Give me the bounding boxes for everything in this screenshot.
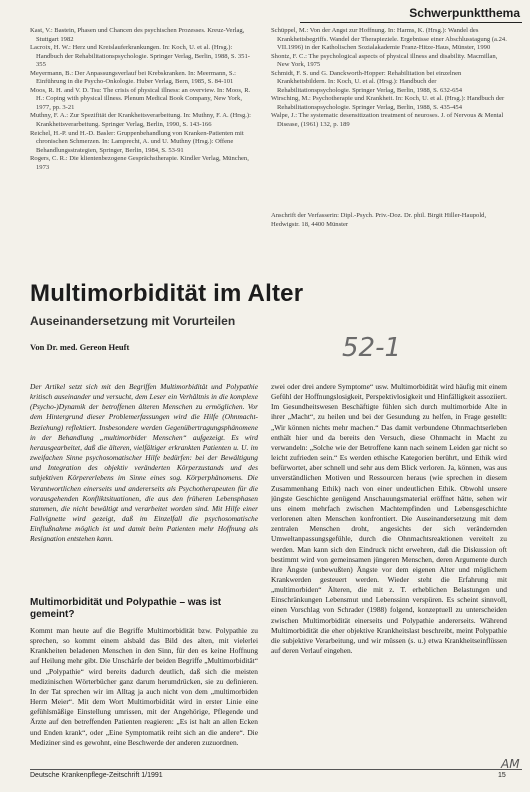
references-left: [30, 27, 258, 281]
header-rule: [300, 22, 522, 23]
references-right: [271, 27, 507, 209]
article-body-left: Kommt man heute auf die Begriffe Multimorbidität bzw. Polypathie zu sprechen, so kommt einem alsbald das Bild des alten, mit vielerlei Krankheiten beladenen Menschen in den Sinn, für den es keine Hoffnung auf Heilung mehr gibt. Die Unschärfe der beiden Begriffe „Multimorbidität“ und „Polypathie“ wird bereits dadurch deutlich, daß sich die meisten medizinischen Wörterbücher ganz darum herumdrücken, sie zu definieren. In der Tat sprechen wir im Alltag ja auch nicht von dem „multimorbiden Herrn Meier“. Mit dem Wort Multimorbidität wird in erster Linie eine gefühlsmäßige Einstellung umrissen, mit der Angehörige, Pflegende und Ärzte auf den betreffenden Patienten reagieren: „Es ist halt an allen Ecken und Enden krank“, oder „Eine Symptomatik reiht sich an die andere“. Die Mediziner sind es gewohnt, eine Beschwerde der anderen zuzuordnen.: [30, 626, 258, 747]
author-address: Anschrift der Verfasserin: Dipl.-Psych. Priv.-Doz. Dr. phil. Birgit Hiller-Haupold, Hedwigstr. 18, 4400 Münster: [271, 212, 487, 228]
handwritten-note-text: 52-1: [342, 333, 402, 363]
reference-item: Reichel, H.-P. und H.-D. Basler: Gruppenbehandlung von Kranken-Patienten mit chronischen Schmerzen. In: Lamprecht, A. und U. Muthny (Hrsg.): Offene Behandlungsstrategien, Springer, Berlin, 1984, S. 53-91: [30, 129, 244, 154]
pencil-mark: [500, 754, 522, 772]
article-lead: Der Artikel setzt sich mit den Begriffen Multimorbidität und Polypathie kritisch auseinander und versucht, dem Leser ein Verhältnis in die komplexe (Psycho-)Dynamik der betroffenen älteren Menschen zu ermöglichen. Vor dem Hintergrund dieser Problemerfassungen wird die Hilfe (Ohnmacht-Beziehung) reflektiert. Insbesondere werden Gegenübertragungsphänomene in der Behandlung „multimorbider Menschen“ aufgezeigt. Es wird herausgearbeitet, daß die älteren, vielfältiger erkrankten Patienten u. U. im zweifachen Sinne psychosomatischer Hilfe bedürfen: bei der Bewältigung und Integration des objektiv veränderten Körperzustands und des subjektiven Körpererlebens im Sinne eines sog. Körperphänomens. Die Verantwortlichen einerseits und andererseits als Psychotherapeuten für die vorausgehenden Konfliktsituationen, die aus den früheren Lebensphasen stammen, die nicht bewältigt und verarbeitet worden sind. Mit Hilfe einer Fallvignette wird gezeigt, daß im Einzelfall die psychosomatische Einflußnahme möglich ist und damit beim Patienten mehr Hoffnung als Resignation entstehen kann.: [30, 382, 258, 544]
reference-item: Rogers, C. R.: Die klientenbezogene Gesprächstherapie. Kindler Verlag, München, 1973: [30, 155, 249, 171]
footer-journal: Deutsche Krankenpflege-Zeitschrift 1/1991: [30, 772, 163, 779]
section-label: Schwerpunktthema: [409, 6, 520, 20]
article-title: Multimorbidität im Alter: [30, 280, 304, 307]
page-number: 15: [498, 772, 506, 779]
reference-item: Lacroix, H. W.: Herz und Kreislauferkrankungen. In: Koch, U. et al. (Hrsg.): Handbuch der Rehabilitationspsychologie. Springer Verlag, Berlin, 1988, S. 351-355: [30, 44, 250, 69]
section-heading: Multimorbidität und Polypathie – was ist gemeint?: [30, 597, 222, 620]
reference-item: Schüppel, M.: Von der Angst zur Hoffnung. In: Harms, K. (Hrsg.): Wandel des Krankheitsbegriffs. Wandel der Therapieziele. Ergebnisse einer Abschlusstagung (a.24. VII.1996) in der Katholischen Sozialakademie Franz-Hitze-Haus, Münster, 1990: [271, 27, 507, 52]
reference-item: Shontz, F. C.: The psychological aspects of physical illness and disability. Macmillan, New York, 1975: [271, 52, 498, 69]
handwritten-note: [338, 328, 428, 364]
reference-item: Kast, V.: Bastein, Phasen und Chancen des psychischen Prozesses. Kreuz-Verlag, Stuttgart 1982: [30, 27, 245, 43]
article-subtitle: Auseinandersetzung mit Vorurteilen: [30, 314, 236, 328]
pencil-mark-text: AM: [501, 757, 520, 771]
reference-item: Wirsching, M.: Psychotherapie und Krankheit. In: Koch, U. et al. (Hrsg.): Handbuch der Rehabilitationspsychologie. Springer Verlag, Berlin, 1988, S. 435-454: [271, 95, 505, 111]
reference-item: Schmidt, F. S. und G. Danckworth-Hopper: Rehabilitation bei einzelnen Krankheitsbildern. In: Koch, U. et al. (Hrsg.): Handbuch der Rehabilitationspsychologie. Springer Verlag, Berlin, 1988, S. 632-654: [271, 69, 463, 94]
reference-item: Walpe, J.: The systematic desensitization treatment of neuroses. J. of Nervous & Mental Disease, (1961) 132, p. 189: [271, 112, 504, 129]
article-body-right: zwei oder drei andere Symptome“ usw. Multimorbidität wird häufig mit einem Gefühl der Hoffnungslosigkeit, Perspektivlosigkeit und Hinfälligkeit assoziiert. Im Gesundheitswesen Beschäftigte fühlen sich durch multimorbide Alte in ihrer „Macht“, zu heilen und bei der Gesundung zu helfen, in Frage gestellt: „Wir können nichts mehr machen.“ Das damit verbundene Ohnmachtserleben enthält hier und da bereits den Versuch, diese Ohnmacht in Macht zu verwandeln: „Solche wie der Betroffene kann nach seinem Leiden gar nicht so leicht zufrieden sein.“ Es werden ethische Kategorien berührt, und Ethik wird befürwortet, aber schnell und sehr aus dem Blick verloren. Ja, können, was aus unverständlichen Motiven und Ressourcen heraus (wie sprechen in diesem Zusammenhang Ethik) nach von einer undeutlichen Ethik. Obwohl unsere jüngste Geschichte genügend Anschauungsmaterial eröffnet hätte, sehen wir uns einem mehrfach zwischen Machtempfinden und Lebensgeschichte verlorenen alten Menschen konfrontiert. Die Auseinandersetzung mit dem zentralen Menschen droht, angesichts der sich verändernden Umweltanpassungsgefühle, durch die Ohnmachtsreaktionen vereitelt zu werden. Man kann sich den Eindruck nicht erwehren, daß die Diskussion oft bestimmt wird von gemeinsamen jüngeren Menschen, deren Argumente durch ihre Ängste (unbewußten) Ängste vor dem eigenen Alter und möglichem Krankwerden gesteuert werden. Wieder steht die Erfahrung mit „multimorbiden“ Älteren, die mit z. T. erheblichen Belastungen und Einschränkungen Lebensmut und Lebenssinn verspüren. Es scheint sinnvoll, einen Vorschlag von Schrader (1988) folgend, konzeptuell zu unterscheiden zwischen Multimorbidität einerseits und Polypathie andererseits. Während Multimorbidität die eher objektive Krankheitslast beschreibt, meint Polypathie die subjektive Verarbeitung, und wir müssen (s. u.) etwa Krankheitseinflüssen auf deren Verlauf eingehen.: [271, 382, 507, 656]
reference-item: Muthny, F. A.: Zur Spezifität der Krankheitsverarbeitung. In: Muthny, F. A. (Hrsg.): Krankheitsverarbeitung. Springer Verlag, Berlin, 1990, S. 143-166: [30, 112, 251, 129]
reference-item: Meyermann, B.: Der Anpassungsverlauf bei Krebskranken. In: Meermann, S.: Einführung in die Psycho-Onkologie. Huber Verlag, Bern, 1985, S. 84-101: [30, 69, 237, 86]
reference-item: Moos, R. H. and V. D. Tsu: The crisis of physical illness: an overview. In: Moos, R. H.: Coping with physical illness. Plenum Medical Book Company, New York, 1977, pp. 3-21: [30, 86, 251, 111]
footer-rule: [30, 769, 522, 770]
article-byline: Von Dr. med. Gereon Heuft: [30, 342, 130, 352]
